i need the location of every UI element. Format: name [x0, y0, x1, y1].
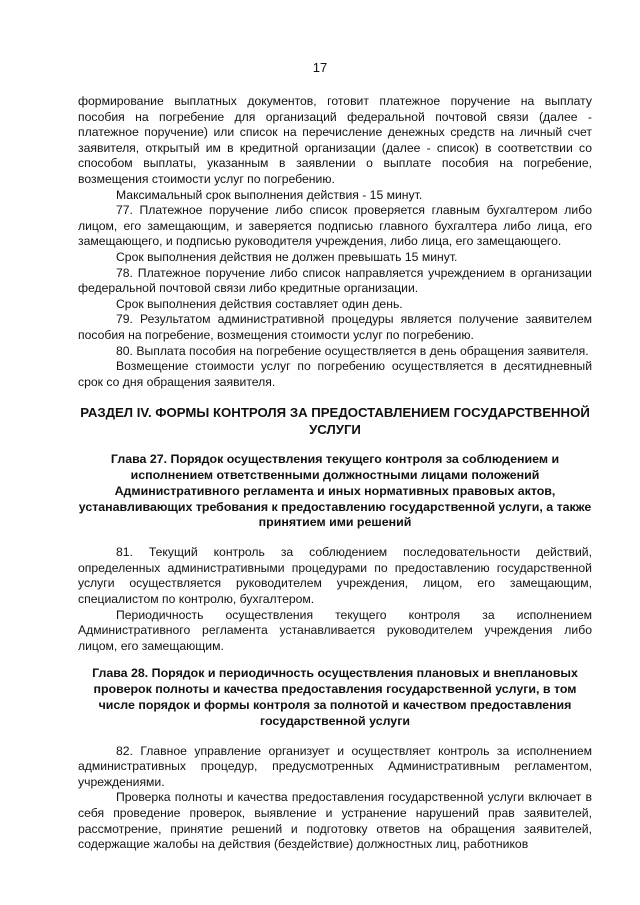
paragraph: 82. Главное управление организует и осуществляет контроль за исполнением административных процедур, предусмотренных Административным регламентом, учреждениями. [78, 743, 592, 789]
document-body [78, 94, 592, 853]
paragraph: 77. Платежное поручение либо список проверяется главным бухгалтером либо лицом, его замещающим, и заверяется подписью главного бухгалтера либо лица, его замещающего, и подписью руководителя учреждения, либо лица, его замещающего. [78, 203, 592, 249]
page-number: 17 [312, 60, 328, 75]
chapter-27-title: Глава 27. Порядок осуществления текущего контроля за соблюдением и исполнением ответственными должностными лицами положений Административного регламента и иных нормативных правовых актов, устанавливающих требования к предоставлению государственной услуги, а также принятием ими решений [78, 452, 592, 530]
paragraph: Срок выполнения действия не должен превышать 15 минут. [116, 249, 458, 264]
paragraph: 81. Текущий контроль за соблюдением последовательности действий, определенных административными процедурами по предоставлению государственной услуги осуществляется руководителем учреждения, лицом, его замещающим, специалистом по контролю, бухгалтером. [78, 545, 592, 607]
paragraph: Срок выполнения действия составляет один день. [116, 296, 403, 311]
paragraph: Возмещение стоимости услуг по погребению осуществляется в десятидневный срок со дня обращения заявителя. [78, 359, 592, 389]
paragraph: Максимальный срок выполнения действия - 15 минут. [116, 187, 423, 202]
paragraph: формирование выплатных документов, готовит платежное поручение на выплату пособия на погребение для организаций федеральной почтовой связи (далее - платежное поручение) или список на перечисление денежных средств на личный счет заявителя, открытый им в кредитной организации (далее - список) в соответствии со способом выплаты, указанным в заявлении о выплате пособия на погребение, возмещения стоимости услуг по погребению. [78, 94, 592, 186]
paragraph: 79. Результатом административной процедуры является получение заявителем пособия на погребение, возмещения стоимости услуг по погребению. [78, 312, 592, 342]
paragraph: Проверка полноты и качества предоставления государственной услуги включает в себя проведение проверок, выявление и устранение нарушений прав заявителей, рассмотрение, принятие решений и подготовку ответов на обращения заявителей, содержащие жалобы на действия (бездействие) должностных лиц, работников [78, 790, 592, 852]
section-title: РАЗДЕЛ IV. ФОРМЫ КОНТРОЛЯ ЗА ПРЕДОСТАВЛЕНИЕМ ГОСУДАРСТВЕННОЙ УСЛУГИ [80, 405, 590, 438]
paragraph: Периодичность осуществления текущего контроля за исполнением Административного регламента устанавливается руководителем учреждения либо лицом, его замещающим. [78, 607, 592, 653]
paragraph: 80. Выплата пособия на погребение осуществляется в день обращения заявителя. [116, 343, 589, 358]
chapter-28-title: Глава 28. Порядок и периодичность осуществления плановых и внеплановых проверок полноты и качества предоставления государственной услуги, в том числе порядок и формы контроля за полнотой и качеством предоставления государственной услуги [92, 666, 578, 728]
paragraph: 78. Платежное поручение либо список направляется учреждением в организации федеральной почтовой связи либо кредитные организации. [78, 265, 592, 296]
